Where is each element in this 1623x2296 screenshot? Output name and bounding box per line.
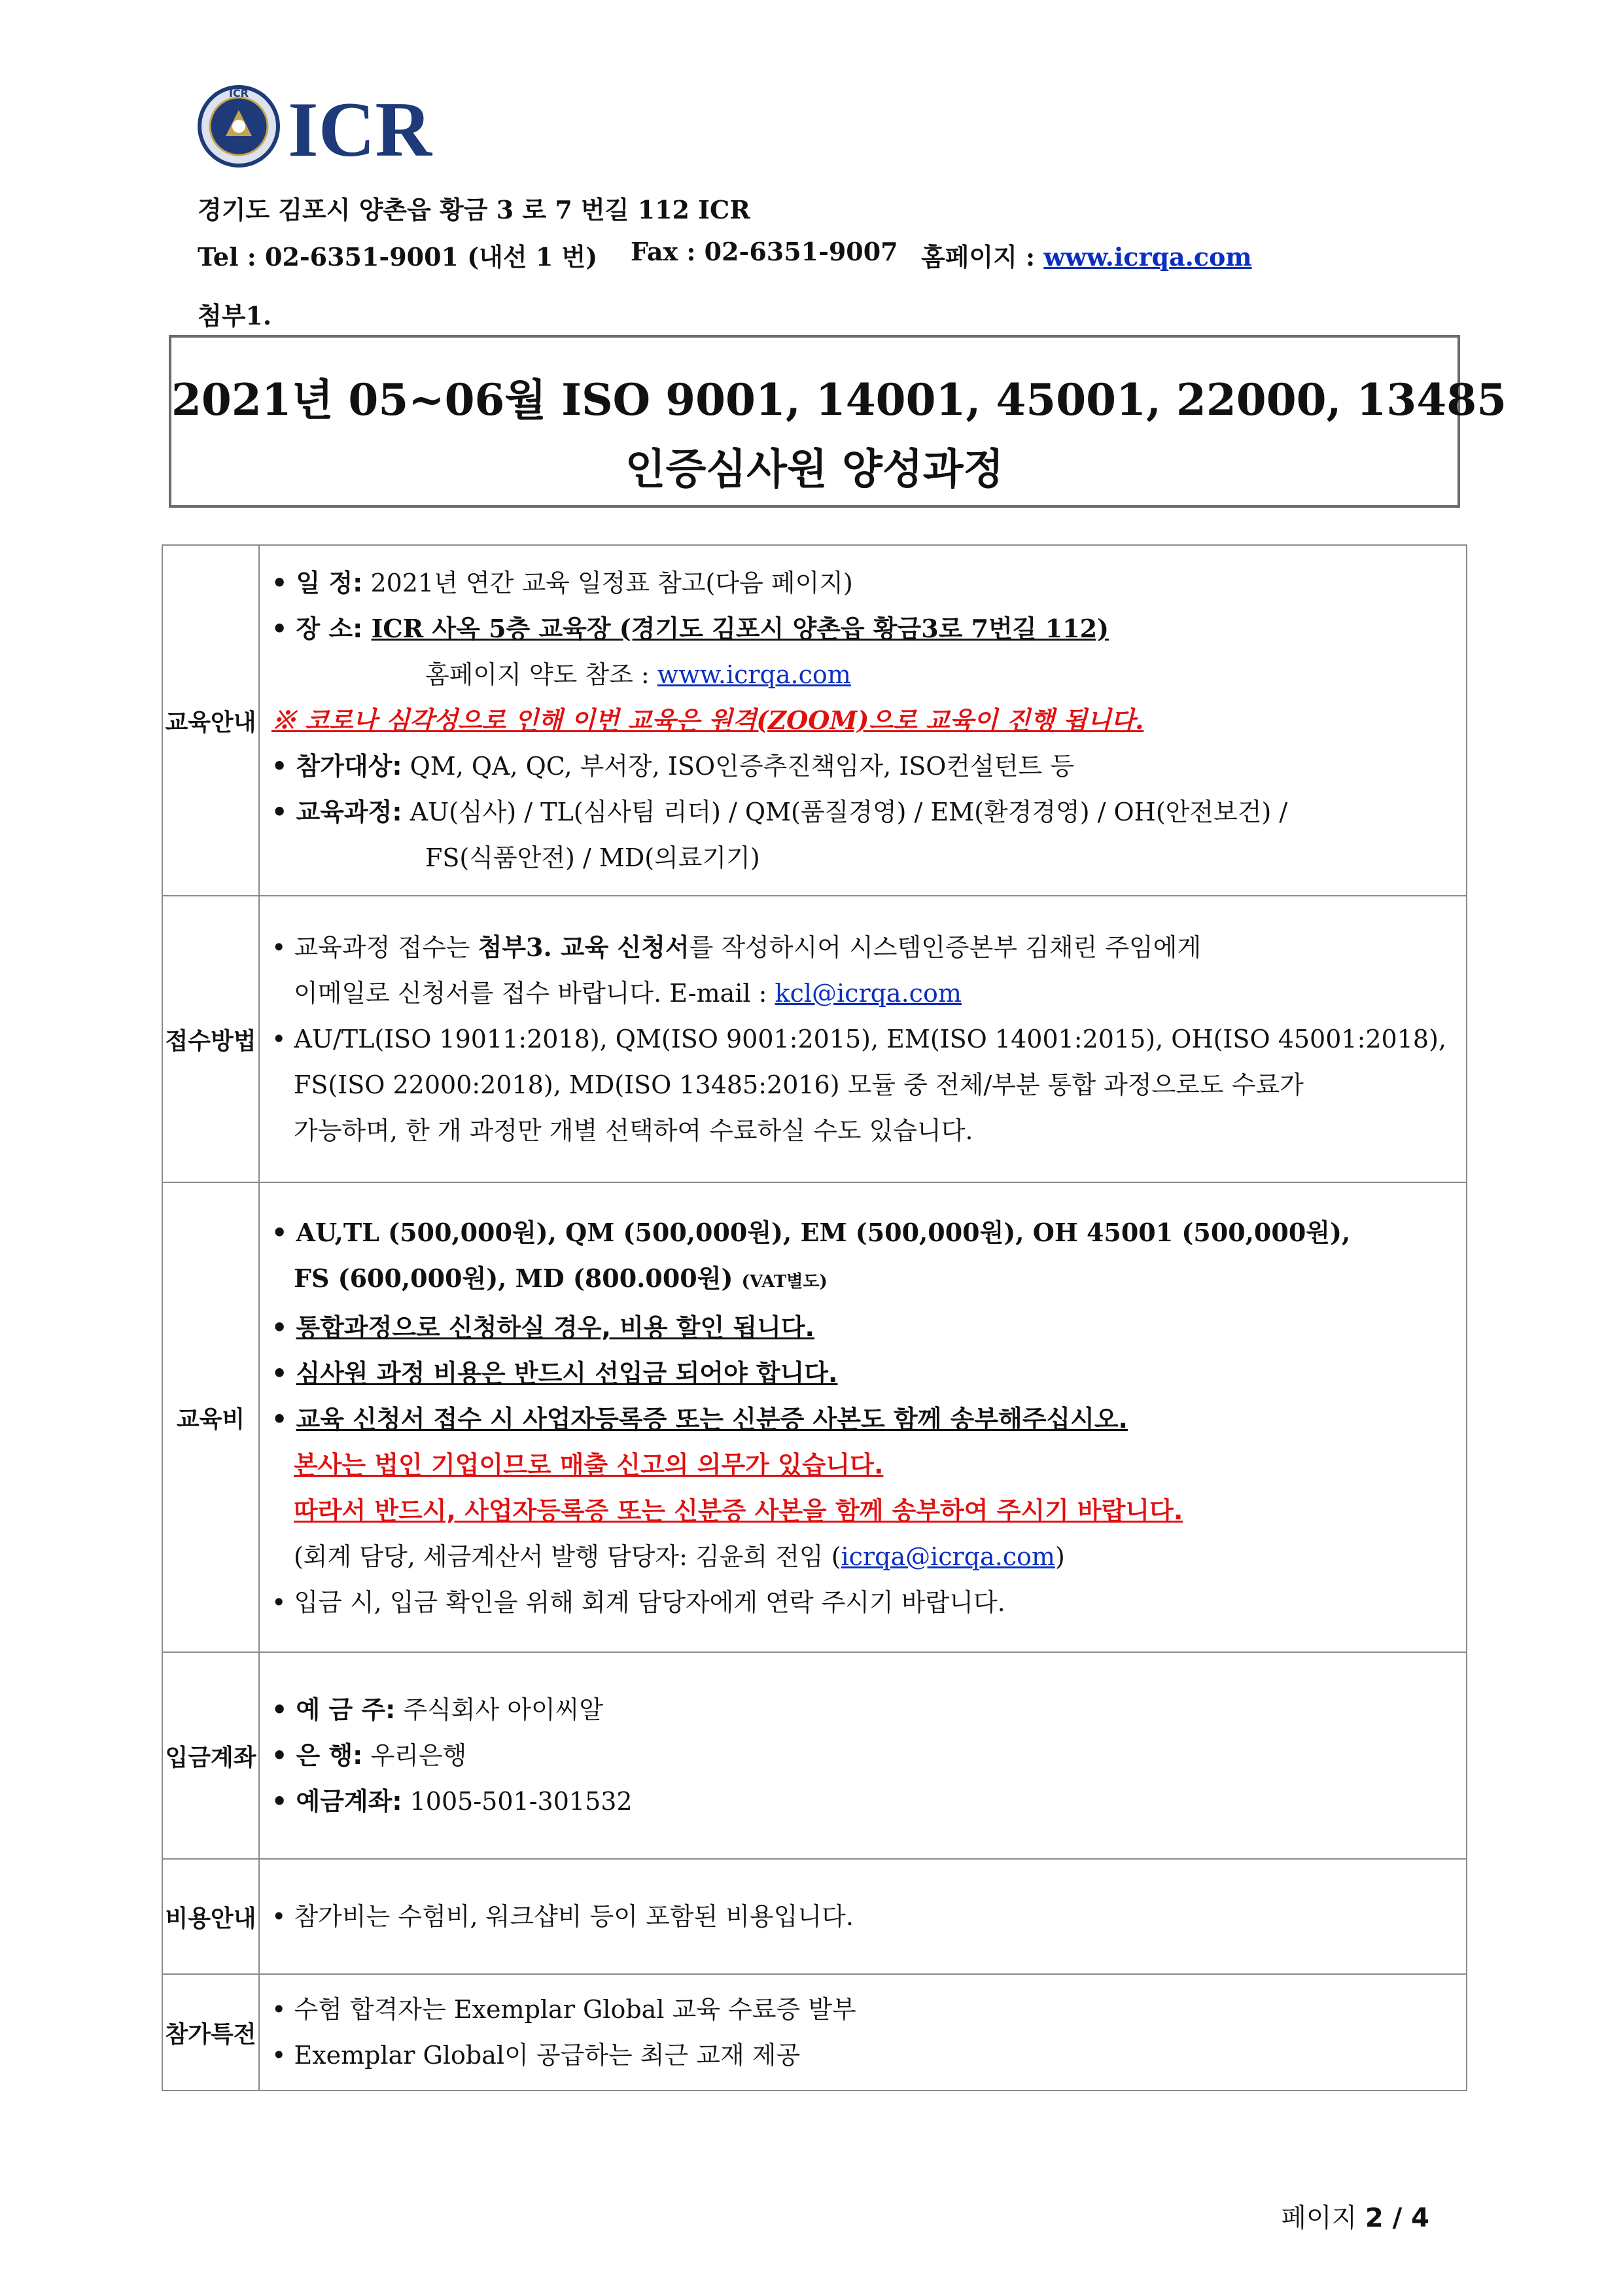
title-box	[169, 335, 1507, 508]
company-logo	[196, 84, 471, 169]
document-title: 2021년 05~06월 ISO 9001, 14001, 45001, 22000, 13485	[171, 374, 1507, 425]
row-label-guide: 교육안내	[162, 545, 259, 896]
bank-key: • 은 행:	[271, 1741, 363, 1770]
fee-send-notice: 따라서 반드시, 사업자등록증 또는 신분증 사본을 함께 송부하여 주시기 바랍니다.	[293, 1496, 1183, 1525]
company-address: 경기도 김포시 양촌읍 황금 3 로 7 번길 112 ICR	[198, 195, 750, 224]
row-label-apply: 접수방법	[162, 896, 259, 1182]
course-key: • 교육과정:	[271, 798, 402, 826]
fee-text-2: FS (600,000원), MD (800.000원)	[293, 1263, 733, 1293]
fee-vat-note: (VAT별도)	[741, 1271, 828, 1292]
fee-contact-close: )	[1055, 1542, 1065, 1571]
map-link[interactable]: www.icrqa.com	[657, 660, 851, 689]
zoom-notice: ※ 코로나 심각성으로 인해 이번 교육은 원격(ZOOM)으로 교육이 진행 됩니다.	[271, 705, 1144, 735]
row-content-deposit	[259, 1652, 1467, 1859]
attachment-label: 첨부1.	[198, 301, 272, 330]
account-key: • 예금계좌:	[271, 1787, 402, 1816]
apply-text-3: • AU/TL(ISO 19011:2018), QM(ISO 9001:2015), EM(ISO 14001:2015), OH(ISO 45001:2018),	[271, 1025, 1446, 1053]
apply-email-link[interactable]: kcl@icrqa.com	[775, 979, 962, 1008]
course-info-table	[162, 544, 1467, 2091]
holder-value: 주식회사 아이씨알	[403, 1695, 604, 1724]
homepage-info	[921, 237, 1252, 273]
page-label: 페이지	[1281, 2203, 1357, 2233]
row-label-deposit: 입금계좌	[162, 1652, 259, 1859]
fax-number: Fax : 02-6351-9007	[631, 237, 898, 266]
account-value: 1005-501-301532	[410, 1787, 633, 1816]
apply-form-ref: 첨부3. 교육 신청서	[478, 932, 689, 962]
place-key: • 장 소:	[271, 614, 363, 643]
page-number	[1281, 2197, 1429, 2234]
target-key: • 참가대상:	[271, 752, 402, 781]
page-count: 2 / 4	[1365, 2203, 1429, 2233]
fee-email-link[interactable]: icrqa@icrqa.com	[841, 1542, 1055, 1571]
apply-text-2: 이메일로 신청서를 접수 바랍니다. E-mail :	[293, 979, 775, 1008]
course-value-1: AU(심사) / TL(심사팀 리더) / QM(품질경영) / EM(환경경영) / OH(안전보건) /	[410, 798, 1288, 826]
row-label-benefit: 참가특전	[162, 1974, 259, 2091]
fee-discount: 통합과정으로 신청하실 경우, 비용 할인 됩니다.	[296, 1313, 814, 1342]
course-value-2: FS(식품안전) / MD(의료기기)	[425, 843, 760, 872]
cost-text: • 참가비는 수험비, 워크샵비 등이 포함된 비용입니다.	[271, 1902, 854, 1931]
logo-text: ICR	[288, 86, 432, 169]
fee-text-1: • AU,TL (500,000원), QM (500,000원), EM (500,000원), OH 45001 (500,000원),	[271, 1217, 1351, 1247]
apply-text-5: 가능하며, 한 개 과정만 개별 선택하여 수료하실 수도 있습니다.	[293, 1116, 973, 1145]
table-row-deposit	[162, 1652, 1467, 1859]
fee-corp-notice: 본사는 법인 기업이므로 매출 신고의 의무가 있습니다.	[293, 1450, 884, 1479]
fee-text-9: • 입금 시, 입금 확인을 위해 회계 담당자에게 연락 주시기 바랍니다.	[271, 1587, 1005, 1617]
svg-text:ICR: ICR	[228, 87, 249, 99]
date-value: 2021년 연간 교육 일정표 참고(다음 페이지)	[370, 569, 853, 597]
fee-docs: 교육 신청서 접수 시 사업자등록증 또는 신분증 사본도 함께 송부해주십시오.	[296, 1404, 1128, 1434]
apply-text-4: FS(ISO 22000:2018), MD(ISO 13485:2016) 모듈 중 전체/부분 통합 과정으로도 수료가	[293, 1070, 1304, 1099]
fee-prepay: 심사원 과정 비용은 반드시 선입금 되어야 합니다.	[296, 1358, 838, 1388]
homepage-link[interactable]: www.icrqa.com	[1043, 242, 1252, 272]
table-row-cost	[162, 1859, 1467, 1974]
table-row-guide	[162, 545, 1467, 896]
row-content-fee: • AU,TL (500,000원), QM (500,000원), EM (500,000원), OH 45001 (500,000원), FS (600,000원), MD (800.000원) (VAT별도) • 통합과정으로 신청하실 경우, 비용 할인 됩니다. • 심사원 과정 비용은 반드시 선입금 되어야 합니다. • 교육 신청서 접수 시 사업자등록증 또는 신분증 사본도 함께 송부해주십시오. 본사는 법인 기업이므로 매출 신고의 의무가 있습니다. 따라서 반드시, 사업자등록증 또는 신분증 사본을 함께 송부하여 주시기 바랍니다. (회계 담당, 세금계산서 발행 담당자: 김윤희 전임 (icrqa@icrqa.com) • 입금 시, 입금 확인을 위해 회계 담당자에게 연락 주시기 바랍니다.	[259, 1182, 1467, 1652]
benefit-text-2: • Exemplar Global이 공급하는 최근 교재 제공	[271, 2041, 801, 2070]
table-row-fee	[162, 1182, 1467, 1652]
row-label-fee: 교육비	[162, 1182, 259, 1652]
table-row-apply	[162, 896, 1467, 1182]
table-row-benefit	[162, 1974, 1467, 2091]
date-key: • 일 정:	[271, 569, 363, 597]
benefit-text-1: • 수험 합격자는 Exemplar Global 교육 수료증 발부	[271, 1995, 856, 2024]
tel-number: Tel : 02-6351-9001 (내선 1 번)	[198, 242, 598, 272]
homepage-label: 홈페이지 :	[921, 242, 1036, 272]
place-value: ICR 사옥 5층 교육장 (경기도 김포시 양촌읍 황금3로 7번길 112)	[371, 614, 1109, 643]
row-content-guide	[259, 545, 1467, 896]
document-subtitle: 인증심사원 양성과정	[625, 445, 1004, 494]
holder-key: • 예 금 주:	[271, 1695, 396, 1724]
target-value: QM, QA, QC, 부서장, ISO인증추진책임자, ISO컨설턴트 등	[410, 752, 1075, 781]
map-text: 홈페이지 약도 참조 :	[425, 660, 650, 689]
fee-contact: (회계 담당, 세금계산서 발행 담당자: 김윤희 전임 (	[293, 1542, 841, 1571]
row-content-apply	[259, 896, 1467, 1182]
apply-text-1a: • 교육과정 접수는	[271, 933, 478, 962]
bank-value: 우리은행	[370, 1741, 467, 1770]
row-content-benefit	[259, 1974, 1467, 2091]
row-content-cost	[259, 1859, 1467, 1974]
row-label-cost: 비용안내	[162, 1859, 259, 1974]
apply-text-1c: 를 작성하시어 시스템인증본부 김채린 주임에게	[689, 933, 1202, 962]
